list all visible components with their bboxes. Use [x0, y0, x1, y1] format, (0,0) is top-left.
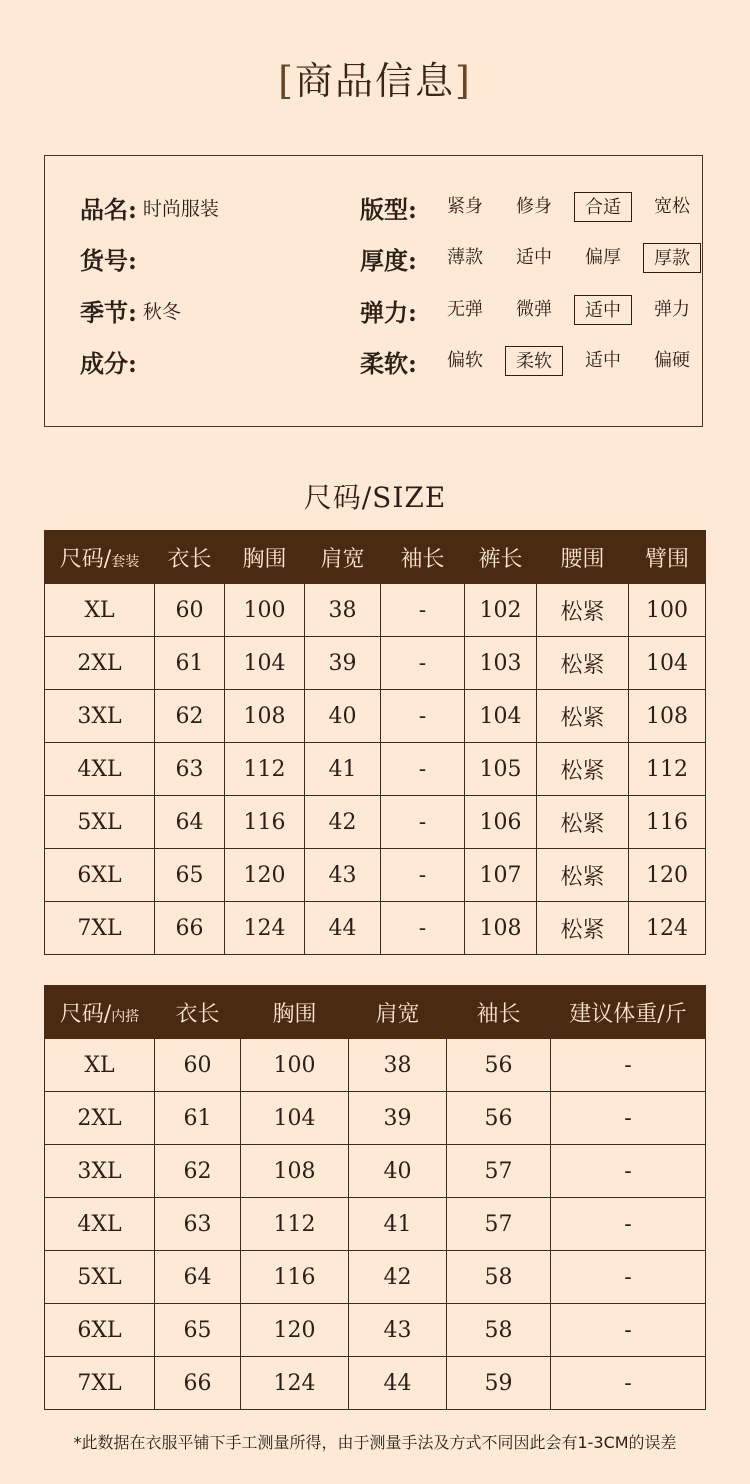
column-header: 胸围: [225, 531, 305, 584]
table-cell: 63: [155, 1198, 241, 1251]
title-bracket-left: [: [278, 59, 295, 103]
table-cell: 116: [225, 796, 305, 849]
table-cell: 7XL: [45, 902, 155, 955]
option: 薄款: [447, 247, 483, 268]
table-cell: 43: [305, 849, 381, 902]
table-cell: 3XL: [45, 1145, 155, 1198]
table-cell: 100: [225, 584, 305, 637]
table-row: [45, 1251, 706, 1304]
table-cell: 120: [629, 849, 706, 902]
column-header: 肩宽: [349, 986, 447, 1039]
table-cell: 106: [465, 796, 537, 849]
table-row: [45, 743, 706, 796]
table-cell: 100: [241, 1039, 349, 1092]
table-cell: 112: [629, 743, 706, 796]
table-cell: 60: [155, 1039, 241, 1092]
table-cell: 103: [465, 637, 537, 690]
table-row: [45, 1357, 706, 1410]
table-row: [45, 849, 706, 902]
table-cell: 57: [447, 1145, 551, 1198]
table-cell: 松紧: [537, 743, 629, 796]
table-cell: 120: [241, 1304, 349, 1357]
header-size-label: 尺码/: [59, 546, 112, 572]
table-cell: 5XL: [45, 796, 155, 849]
table-cell: -: [381, 849, 465, 902]
table-cell: 松紧: [537, 902, 629, 955]
column-header: 建议体重/斤: [551, 986, 706, 1039]
option-row: [360, 290, 712, 330]
column-header: 肩宽: [305, 531, 381, 584]
table-cell: 44: [305, 902, 381, 955]
option-label: 版型:: [360, 194, 417, 224]
option: 弹力: [654, 299, 690, 320]
table-cell: -: [551, 1039, 706, 1092]
table-cell: 107: [465, 849, 537, 902]
table-cell: 40: [305, 690, 381, 743]
size-table-set: [44, 530, 706, 955]
column-header: 腰围: [537, 531, 629, 584]
column-header: 裤长: [465, 531, 537, 584]
size-section-title: 尺码/SIZE: [303, 481, 447, 514]
option: 宽松: [654, 196, 690, 217]
table-cell: 102: [465, 584, 537, 637]
table-cell: -: [381, 796, 465, 849]
table-cell: 66: [155, 902, 225, 955]
table-cell: 58: [447, 1304, 551, 1357]
table-cell: -: [551, 1357, 706, 1410]
measurement-note: *此数据在衣服平铺下手工测量所得，由于测量手法及方式不同因此会有1-3CM的误差: [73, 1433, 677, 1452]
header-size-sub: 套装: [111, 553, 140, 570]
table-cell: 松紧: [537, 849, 629, 902]
table-cell: 松紧: [537, 690, 629, 743]
table-row: [45, 1198, 706, 1251]
table-row: [45, 690, 706, 743]
table-cell: 60: [155, 584, 225, 637]
table-cell: 112: [241, 1198, 349, 1251]
table-row: [45, 796, 706, 849]
table-cell: -: [551, 1145, 706, 1198]
table-row: [45, 637, 706, 690]
option-row: [360, 187, 712, 227]
table-cell: 100: [629, 584, 706, 637]
info-row-material: [80, 341, 143, 381]
column-header: 袖长: [447, 986, 551, 1039]
table-cell: 39: [349, 1092, 447, 1145]
table-cell: 108: [629, 690, 706, 743]
column-header: 臂围: [629, 531, 706, 584]
option-selected: 合适: [574, 192, 632, 222]
table-cell: 4XL: [45, 1198, 155, 1251]
table-cell: 41: [349, 1198, 447, 1251]
table-cell: XL: [45, 584, 155, 637]
table-cell: 105: [465, 743, 537, 796]
table-cell: -: [551, 1304, 706, 1357]
option: 微弹: [516, 299, 552, 320]
table-cell: 44: [349, 1357, 447, 1410]
table-cell: -: [551, 1092, 706, 1145]
table-header-row: [45, 531, 706, 584]
table-cell: 松紧: [537, 584, 629, 637]
table-cell: 66: [155, 1357, 241, 1410]
table-cell: 41: [305, 743, 381, 796]
table-cell: 2XL: [45, 637, 155, 690]
table-cell: 4XL: [45, 743, 155, 796]
header-size-sub: 内搭: [111, 1008, 140, 1025]
table-cell: -: [381, 637, 465, 690]
info-row-name: [80, 187, 219, 227]
table-cell: 63: [155, 743, 225, 796]
info-row-season: [80, 290, 181, 330]
option: 偏软: [447, 350, 483, 371]
table-cell: 59: [447, 1357, 551, 1410]
page-title: [0, 50, 750, 105]
table-cell: 116: [241, 1251, 349, 1304]
option-selected: 厚款: [643, 243, 701, 273]
info-value: 秋冬: [142, 300, 181, 323]
option: 适中: [516, 247, 552, 268]
table-cell: 64: [155, 1251, 241, 1304]
table-cell: 65: [155, 849, 225, 902]
table-cell: 2XL: [45, 1092, 155, 1145]
table-row: [45, 902, 706, 955]
table-cell: 6XL: [45, 849, 155, 902]
option-row: [360, 238, 712, 278]
table-cell: -: [551, 1251, 706, 1304]
table-cell: 116: [629, 796, 706, 849]
table-row: [45, 1145, 706, 1198]
table-cell: 104: [629, 637, 706, 690]
table-cell: 6XL: [45, 1304, 155, 1357]
info-label: 成分:: [80, 348, 137, 378]
header-size: [45, 986, 155, 1039]
column-header: 衣长: [155, 531, 225, 584]
table-cell: 56: [447, 1039, 551, 1092]
header-size-label: 尺码/: [59, 1001, 112, 1027]
table-cell: 62: [155, 690, 225, 743]
option-selected: 适中: [574, 295, 632, 325]
table-cell: 108: [241, 1145, 349, 1198]
table-cell: 64: [155, 796, 225, 849]
table-cell: -: [381, 902, 465, 955]
option-label: 厚度:: [360, 245, 417, 275]
table-header-row: [45, 986, 706, 1039]
table-cell: 108: [225, 690, 305, 743]
table-cell: 56: [447, 1092, 551, 1145]
option-selected: 柔软: [505, 346, 563, 376]
table-cell: 124: [241, 1357, 349, 1410]
table-cell: 42: [305, 796, 381, 849]
table-cell: 62: [155, 1145, 241, 1198]
table-cell: 104: [225, 637, 305, 690]
table-cell: XL: [45, 1039, 155, 1092]
table-cell: 108: [465, 902, 537, 955]
option: 无弹: [447, 299, 483, 320]
option: 修身: [516, 196, 552, 217]
table-row: [45, 1039, 706, 1092]
info-label: 品名:: [80, 194, 137, 224]
option-label: 柔软:: [360, 348, 417, 378]
column-header: 袖长: [381, 531, 465, 584]
table-cell: 松紧: [537, 637, 629, 690]
column-header: 衣长: [155, 986, 241, 1039]
table-cell: 40: [349, 1145, 447, 1198]
size-table-inner: [44, 985, 706, 1410]
table-cell: 104: [465, 690, 537, 743]
table-cell: -: [381, 743, 465, 796]
table-cell: 124: [225, 902, 305, 955]
table-cell: 120: [225, 849, 305, 902]
table-cell: 43: [349, 1304, 447, 1357]
table-cell: -: [381, 584, 465, 637]
table-row: [45, 1092, 706, 1145]
info-value: 时尚服装: [142, 197, 219, 220]
info-label: 货号:: [80, 245, 137, 275]
option: 偏硬: [654, 350, 690, 371]
product-info-box: [44, 155, 703, 427]
table-cell: 58: [447, 1251, 551, 1304]
table-cell: 松紧: [537, 796, 629, 849]
table-cell: 65: [155, 1304, 241, 1357]
title-text: 商品信息: [294, 59, 455, 103]
table-cell: 7XL: [45, 1357, 155, 1410]
table-cell: 61: [155, 1092, 241, 1145]
table-cell: -: [551, 1198, 706, 1251]
table-cell: 38: [305, 584, 381, 637]
table-cell: 112: [225, 743, 305, 796]
option: 紧身: [447, 196, 483, 217]
option: 适中: [585, 350, 621, 371]
table-row: [45, 1304, 706, 1357]
option-row: [360, 341, 712, 381]
table-cell: 5XL: [45, 1251, 155, 1304]
info-row-item-no: [80, 238, 143, 278]
table-cell: 61: [155, 637, 225, 690]
info-label: 季节:: [80, 297, 137, 327]
table-cell: 57: [447, 1198, 551, 1251]
table-row: [45, 584, 706, 637]
title-bracket-right: ]: [455, 59, 472, 103]
table-cell: -: [381, 690, 465, 743]
table-cell: 38: [349, 1039, 447, 1092]
table-cell: 42: [349, 1251, 447, 1304]
table-cell: 39: [305, 637, 381, 690]
option-label: 弹力:: [360, 297, 417, 327]
header-size: [45, 531, 155, 584]
column-header: 胸围: [241, 986, 349, 1039]
option: 偏厚: [585, 247, 621, 268]
table-cell: 124: [629, 902, 706, 955]
table-cell: 104: [241, 1092, 349, 1145]
table-cell: 3XL: [45, 690, 155, 743]
